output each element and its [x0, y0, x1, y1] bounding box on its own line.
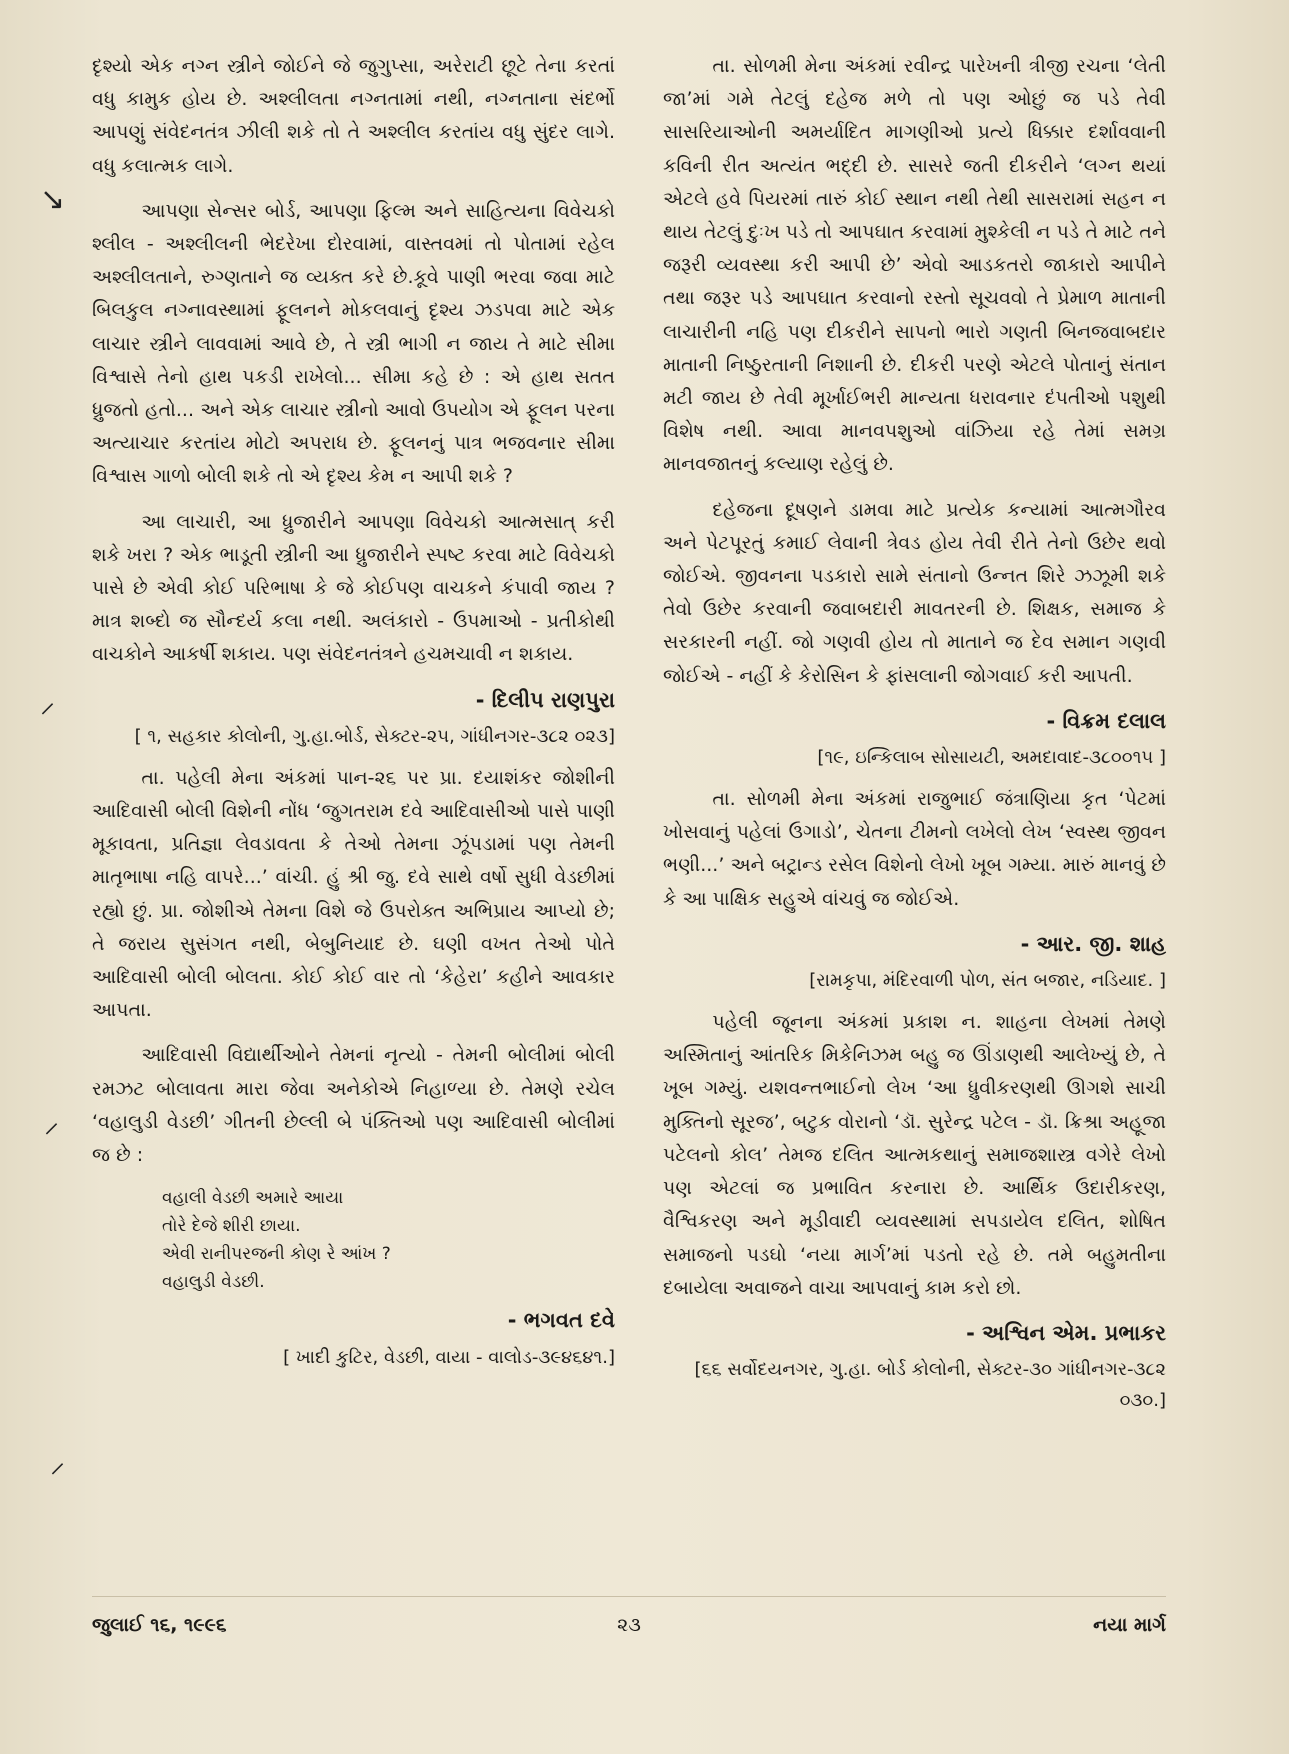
letter-address: [૬૬ સર્વોદયનગર, ગુ.હા. બોર્ડ કોલોની, સેક્ટર-૩૦ ગાંધીનગર-૩૮૨ ૦૩૦.] — [694, 1359, 1166, 1412]
page-number: ૨૩ — [617, 1614, 641, 1636]
letter-paragraph: પહેલી જૂનના અંકમાં પ્રકાશ ન. શાહના લેખમાં તેમણે અસ્મિતાનું આંતરિક મિકેનિઝમ બહુ જ ઊંડાણથી આલેખ્યું છે, તે ખૂબ ગમ્યું. યશવન્તભાઈનો લેખ ‘આ ધ્રુવીકરણથી ઊગશે સાચી મુક્તિનો સૂરજ’, બટુક વોરાનો ‘ડૉ. સુરેન્દ્ર પટેલ - ડૉ. ક્રિશ્રા અહૂજા પટેલનો કોલ’ તેમજ દલિત આત્મકથાનું સમાજશાસ્ત્ર વગેરે લેખો પણ એટલાં જ પ્રભાવિત કરનારા છે. આર્થિક ઉદારીકરણ, વૈશ્વિકરણ અને મૂડીવાદી વ્યવસ્થામાં સપડાયેલ દલિત, શોષિત સમાજનો પડઘો ‘નયા માર્ગ’માં પડતો રહે છે. તમે બહુમતીના દબાયેલા અવાજને વાચા આપવાનું કામ કરો છો. — [663, 1011, 1166, 1299]
letter-signature: - આર. જી. શાહ — [1020, 931, 1166, 956]
letter-paragraph: આદિવાસી વિદ્યાર્થીઓને તેમનાં નૃત્યો - તેમની બોલીમાં બોલી રમઝટ બોલાવતા મારા જેવા અનેકોએ નિહાળ્યા છે. તેમણે રચેલ ‘વહાલુડી વેડછી’ ગીતની છેલ્લી બે પંક્તિઓ પણ આદિવાસી બોલીમાં જ છે : — [92, 1044, 615, 1167]
ink-mark: ⸝ — [44, 1105, 59, 1140]
letter-paragraph: તા. પહેલી મેના અંકમાં પાન-૨૬ પર પ્રા. દયાશંકર જોશીની આદિવાસી બોલી વિશેની નોંધ ‘જુગતરામ દવે આદિવાસીઓ પાસે પાણી મૂકાવતા, પ્રતિજ્ઞા લેવડાવતા કે તેઓ તેમના ઝૂંપડામાં પણ તેમની માતૃભાષા નહિ વાપરે...’ વાંચી. હું શ્રી જુ. દવે સાથે વર્ષો સુધી વેડછીમાં રહ્યો છું. પ્રા. જોશીએ તેમના વિશે જે ઉપરોક્ત અભિપ્રાય આપ્યો છે; તે જરાય સુસંગત નથી, બેબુનિયાદ છે. ઘણી વખત તેઓ પોતે આદિવાસી બોલી બોલતા. કોઈ કોઈ વાર તો ‘કેહેરા’ કહીને આવકાર આપતા. — [92, 766, 615, 1022]
letter-paragraph: દહેજના દૂષણને ડામવા માટે પ્રત્યેક કન્યામાં આત્મગૌરવ અને પેટપૂરતું કમાઈ લેવાની ત્રેવડ હોય તેવી રીતે તેનો ઉછેર થવો જોઈએ. જીવનના પડકારો સામે સંતાનો ઉન્નત શિરે ઝઝૂમી શકે તેવો ઉછેર કરવાની જવાબદારી માવતરની છે. શિક્ષક, સમાજ કે સરકારની નહીં. જો ગણવી હોય તો માતાને જ દેવ સમાન ગણવી જોઈએ - નહીં કે કેરોસિન કે ફાંસલાની જોગવાઈ કરી આપતી. — [663, 498, 1166, 687]
letter-address: [ ૧, સહકાર કોલોની, ગુ.હા.બોર્ડ, સેક્ટર-૨૫, ગાંધીનગર-૩૮૨ ૦૨૩] — [134, 725, 615, 747]
left-column — [92, 50, 615, 1383]
letter-paragraph: આપણા સેન્સર બોર્ડ, આપણા ફિલ્મ અને સાહિત્યના વિવેચકો શ્લીલ - અશ્લીલની ભેદરેખા દોરવામાં, વાસ્તવમાં તો પોતામાં રહેલ અશ્લીલતાને, રુગ્ણતાને જ વ્યક્ત કરે છે.કૂવે પાણી ભરવા જવા માટે બિલકુલ નગ્નાવસ્થામાં ફૂલનને મોકલવાનું દૃશ્ય ઝડપવા માટે એક લાચાર સ્ત્રીને લાવવામાં આવે છે, તે સ્ત્રી ભાગી ન જાય તે માટે સીમા વિશ્વાસે તેનો હાથ પકડી રાખેલો... સીમા કહે છે : એ હાથ સતત ધ્રુજતો હતો... અને એક લાચાર સ્ત્રીનો આવો ઉપયોગ એ ફૂલન પરના અત્યાચાર કરતાંય મોટો અપરાધ છે. ફૂલનનું પાત્ર ભજવનાર સીમા વિશ્વાસ ગાળો બોલી શકે તો એ દૃશ્ય કેમ ન આપી શકે ? — [92, 199, 615, 488]
letter-address: [ ખાદી કુટિર, વેડછી, વાયા - વાલોડ-૩૯૪૬૪૧.] — [283, 1346, 615, 1368]
issue-date: જુલાઈ ૧૬, ૧૯૯૬ — [92, 1614, 227, 1636]
letter-paragraph: તા. સોળમી મેના અંકમાં રવીન્દ્ર પારેખની ત્રીજી રચના ‘લેતી જા’માં ગમે તેટલું દહેજ મળે તો પણ ઓછું જ પડે તેવી સાસરિયાઓની અમર્યાદિત માગણીઓ પ્રત્યે ધિક્કાર દર્શાવવાની કવિની રીત અત્યંત ભદ્દી છે. સાસરે જતી દીકરીને ‘લગ્ન થયાં એટલે હવે પિયરમાં તારું કોઈ સ્થાન નથી તેથી સાસરામાં સહન ન થાય તેટલું દુઃખ પડે તો આપઘાત કરવામાં મુશ્કેલી ન પડે તે માટે તને જરૂરી વ્યવસ્થા કરી આપી છે’ એવો આડકતરો જાકારો આપીને તથા જરૂર પડે આપઘાત કરવાનો રસ્તો સૂચવવો તે પ્રેમાળ માતાની લાચારીની નહિ પણ દીકરીને સાપનો ભારો ગણતી બિનજવાબદાર માતાની નિષ્ઠુરતાની નિશાની છે. દીકરી પરણે એટલે પોતાનું સંતાન મટી જાય છે તેવી મૂર્ખાઈભરી માન્યતા ધરાવનાર દંપતીઓ પશુથી વિશેષ નથી. આવા માનવપશુઓ વાંઝિયા રહે તેમાં સમગ્ર માનવજાતનું કલ્યાણ રહેલું છે. — [663, 55, 1166, 476]
letter-signature: - વિક્રમ દલાલ — [1046, 708, 1166, 733]
publication-name: નયા માર્ગ — [1093, 1614, 1166, 1636]
letter-signature: - ભગવત દવે — [507, 1308, 615, 1333]
letter-paragraph: દૃશ્યો એક નગ્ન સ્ત્રીને જોઈને જે જુગુપ્સા, અરેરાટી છૂટે તેના કરતાં વધુ કામુક હોય છે. અશ્લીલતા નગ્નતામાં નથી, નગ્નતાના સંદર્ભો આપણું સંવેદનતંત્ર ઝીલી શકે તો તે અશ્લીલ કરતાંય વધુ સુંદર લાગે. વધુ કલાત્મક લાગે. — [92, 55, 615, 177]
poem-block — [162, 1184, 615, 1296]
letter-signature: - અશ્વિન એમ. પ્રભાકર — [966, 1320, 1166, 1345]
ink-mark: ↘ — [40, 182, 66, 217]
letter-paragraph: આ લાચારી, આ ધ્રુજારીને આપણા વિવેચકો આત્મસાત્ કરી શકે ખરા ? એક ભાડૂતી સ્ત્રીની આ ધ્રુજારીને સ્પષ્ટ કરવા માટે વિવેચકો પાસે છે એવી કોઈ પરિભાષા કે જે કોઈપણ વાચકને કંપાવી જાય ? માત્ર શબ્દો જ સૌન્દર્ય કલા નથી. અલંકારો - ઉપમાઓ - પ્રતીકોથી વાચકોને આકર્ષી શકાય. પણ સંવેદનતંત્રને હચમચાવી ન શકાય. — [92, 510, 615, 666]
poem-line: વહાલી વેડછી અમારે આયા — [162, 1188, 344, 1209]
ink-mark: ⸝ — [50, 1445, 65, 1480]
letter-paragraph: તા. સોળમી મેના અંકમાં રાજુભાઈ જંત્રાણિયા કૃત ‘પેટમાં ખોસવાનું પહેલાં ઉગાડો’, ચેતના ટીમનો લખેલો લેખ ‘સ્વસ્થ જીવન ભણી...’ અને બટ્રાન્ડ રસેલ વિશેનો લેખો ખૂબ ગમ્યા. મારું માનવું છે કે આ પાક્ષિક સહુએ વાંચવું જ જોઈએ. — [663, 788, 1166, 910]
letter-address: [રામકૃપા, મંદિરવાળી પોળ, સંત બજાર, નડિયાદ. ] — [809, 970, 1166, 992]
poem-line: તોરે દેજે શીરી છાયા. — [162, 1216, 301, 1237]
letter-signature: - દિલીપ રાણપુરા — [475, 687, 615, 712]
letter-address: [૧૯, ઇન્કિલાબ સોસાયટી, અમદાવાદ-૩૮૦૦૧૫ ] — [817, 747, 1166, 769]
ink-mark: ⸝ — [40, 685, 55, 720]
footer-divider — [92, 1596, 1166, 1597]
poem-line: વહાલુડી વેડછી. — [162, 1272, 265, 1293]
right-column — [663, 50, 1166, 1426]
poem-line: એવી રાનીપરજની કોણ રે આંખ ? — [162, 1244, 391, 1265]
